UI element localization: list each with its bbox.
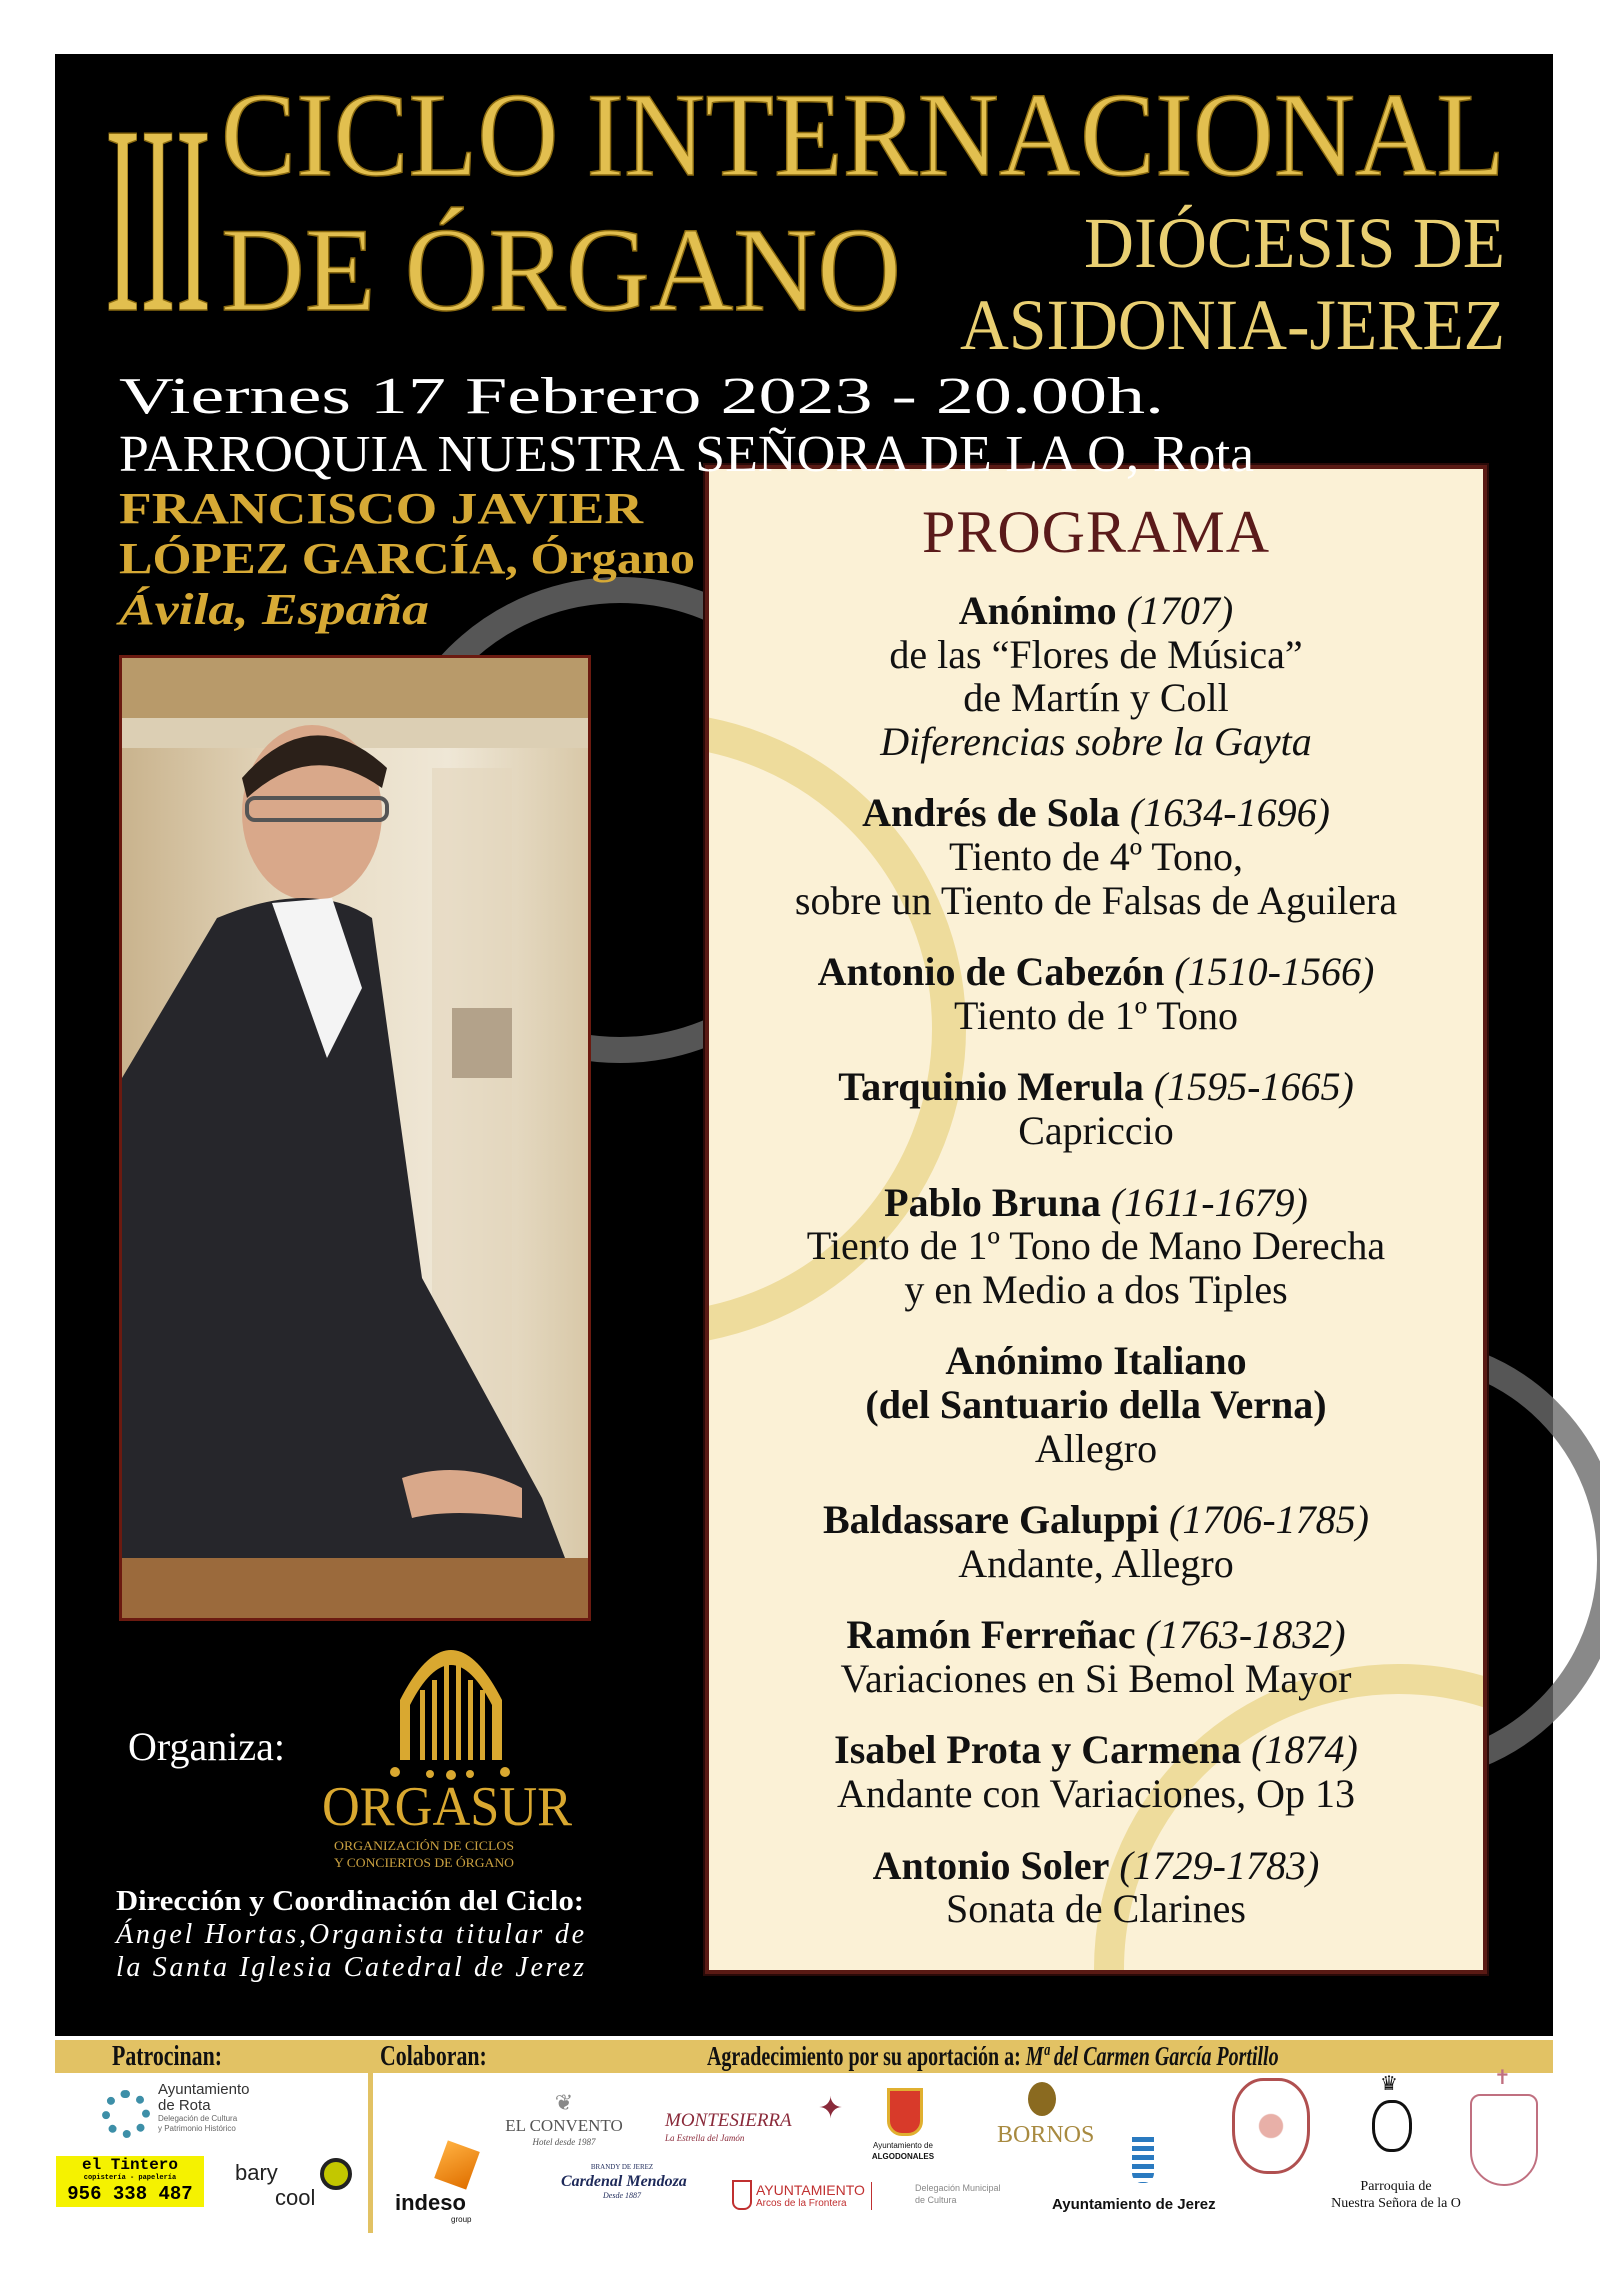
work-title: y en Medio a dos Tiples	[904, 1266, 1288, 1312]
algodonales-logo	[862, 2140, 944, 2162]
logo-text: cool	[275, 2185, 316, 2210]
jerez-logo: Ayuntamiento de Jerez	[1052, 2196, 1216, 2213]
footer-divider	[368, 2073, 373, 2233]
orgasur-organ-icon	[390, 1650, 510, 1780]
work-title: Andante con Variaciones, Op 13	[836, 1771, 1355, 1817]
diocese-line-2: ASIDONIA-JEREZ	[960, 285, 1505, 365]
rota-logo	[158, 2082, 249, 2134]
logo-text: de Cultura	[915, 2195, 957, 2205]
event-date-time: Viernes 17 Febrero 2023 - 20.00h.	[119, 368, 1164, 425]
logo-text: La Estrella del Jamón	[665, 2133, 745, 2143]
work-title: Allegro	[1034, 1425, 1158, 1471]
parroquia-crest-icon	[1372, 2100, 1412, 2152]
work-title: Variaciones en Si Bemol Mayor	[840, 1655, 1352, 1701]
logo-text: de Rota	[158, 2097, 211, 2114]
logo-text: BRANDY DE JEREZ	[590, 2163, 654, 2171]
algodonales-shield-icon	[887, 2088, 923, 2136]
composer-dates: (1510-1566)	[1174, 949, 1375, 995]
montesierra-logo	[665, 2110, 792, 2144]
rota-logo-icon	[102, 2090, 150, 2138]
bishop-seal-icon	[1470, 2094, 1538, 2186]
orgasur-logo-sub: ORGANIZACIÓN DE CICLOS	[334, 1838, 514, 1853]
work-title: de Martín y Coll	[963, 675, 1229, 721]
event-venue: PARROQUIA NUESTRA SEÑORA DE LA O, Rota	[119, 426, 1254, 483]
logo-text: MONTESIERRA	[665, 2110, 792, 2131]
parroquia-logo	[1316, 2178, 1476, 2212]
composer-dates: (1611-1679)	[1110, 1179, 1308, 1225]
tintero-logo	[56, 2156, 204, 2207]
diocese-seal-icon	[1232, 2078, 1310, 2174]
edition-number: III	[105, 70, 211, 369]
orgasur-logo-sub: Y CONCIERTOS DE ÓRGANO	[334, 1855, 514, 1870]
thanks-label: Agradecimiento por su aportación a:	[707, 2041, 1021, 2071]
composer-dates: (1595-1665)	[1153, 1064, 1354, 1110]
logo-text: indeso	[395, 2190, 466, 2215]
arcos-shield-icon	[732, 2180, 752, 2210]
sponsors-label: Patrocinan:	[112, 2041, 223, 2072]
logo-text: Delegación Municipal	[915, 2183, 1001, 2193]
cross-icon: ✝	[1494, 2067, 1511, 2089]
logo-text: Nuestra Señora de la O	[1331, 2196, 1461, 2211]
work-title: sobre un Tiento de Falsas de Aguilera	[794, 877, 1398, 923]
logo-text: AYUNTAMIENTO	[756, 2182, 865, 2198]
bornos-logo: BORNOS	[997, 2122, 1095, 2148]
director-line: Ángel Hortas,Organista titular de	[116, 1919, 584, 1950]
logo-text: Cardenal Mendoza	[561, 2173, 687, 2190]
logo-text: Ayuntamiento de	[873, 2141, 933, 2150]
arcos-logo	[756, 2182, 872, 2210]
collaborators-label: Colaboran:	[380, 2041, 487, 2072]
indeso-logo	[395, 2190, 471, 2225]
work-title: Sonata de Clarines	[946, 1886, 1246, 1932]
logo-text: 956 338 487	[67, 2183, 193, 2205]
ornament-icon: ❦	[554, 2090, 574, 2115]
logo-text: EL CONVENTO	[505, 2116, 623, 2135]
composer: Antonio de Cabezón	[817, 949, 1165, 995]
composer-dates: (1729-1783)	[1119, 1842, 1320, 1888]
logo-text: el Tintero	[81, 2156, 178, 2174]
composer: Anónimo	[958, 588, 1117, 633]
el-convento-logo	[505, 2090, 623, 2148]
composer: Pablo Bruna	[884, 1179, 1101, 1225]
thanks-line	[707, 2040, 1279, 2073]
composer: Antonio Soler	[872, 1842, 1110, 1888]
performer-name-1: FRANCISCO JAVIER	[119, 484, 645, 533]
cardenal-mendoza-logo	[561, 2163, 687, 2201]
work-title: Tiento de 4º Tono,	[948, 833, 1244, 879]
thanks-name: Mª del Carmen García Portillo	[1025, 2041, 1279, 2071]
logo-text: group	[451, 2215, 472, 2224]
composer: (del Santuario della Verna)	[865, 1381, 1327, 1427]
orgasur-logo-name: ORGASUR	[322, 1776, 573, 1838]
direction-label: Dirección y Coordinación del Ciclo:	[116, 1886, 584, 1917]
logo-text: Parroquia de	[1360, 2179, 1432, 2194]
logo-text: ALGODONALES	[871, 2152, 935, 2161]
performer-name-2: LÓPEZ GARCÍA, Órgano	[119, 534, 695, 583]
organizer-label: Organiza:	[128, 1724, 285, 1769]
work-title: Tiento de 1º Tono	[953, 992, 1239, 1038]
logo-text: Ayuntamiento	[158, 2081, 250, 2098]
crown-icon: ♛	[1380, 2073, 1398, 2095]
work-subtitle: Diferencias sobre la Gayta	[880, 718, 1312, 764]
director-line: la Santa Iglesia Catedral de Jerez	[116, 1952, 584, 1983]
composer-dates: (1763-1832)	[1145, 1612, 1346, 1658]
composer-dates: (1706-1785)	[1169, 1497, 1369, 1543]
logo-text: bary	[235, 2160, 278, 2185]
composer-dates: (1634-1696)	[1129, 790, 1330, 836]
title-line-2: DE ÓRGANO	[221, 203, 901, 336]
logo-text: Delegación de Cultura	[158, 2114, 238, 2123]
work-title: Andante, Allegro	[958, 1540, 1234, 1586]
bornos-emblem-icon	[1028, 2082, 1056, 2116]
composer: Isabel Prota y Carmena	[834, 1727, 1242, 1773]
barycool-olive-icon	[320, 2158, 352, 2190]
composer: Anónimo Italiano	[945, 1338, 1247, 1384]
program-title: PROGRAMA	[921, 499, 1271, 565]
composer: Tarquinio Merula	[838, 1064, 1144, 1110]
composer: Andrés de Sola	[862, 790, 1120, 836]
star-icon: ✦	[818, 2092, 844, 2125]
performer-origin: Ávila, España	[115, 585, 429, 634]
jerez-shield-icon	[1132, 2137, 1154, 2183]
logo-text: Arcos de la Frontera	[756, 2198, 847, 2209]
composer: Ramón Ferreñac	[846, 1612, 1136, 1658]
title-line-1: CICLO INTERNACIONAL	[221, 68, 1505, 201]
logo-text: y Patrimonio Histórico	[158, 2124, 236, 2133]
work-title: de las “Flores de Música”	[889, 631, 1303, 677]
arcos-culture-logo	[915, 2182, 1001, 2206]
composer-dates: (1874)	[1251, 1727, 1358, 1773]
composer-dates: (1707)	[1126, 588, 1234, 633]
diocese-line-1: DIÓCESIS DE	[1084, 203, 1505, 283]
work-title: Tiento de 1º Tono de Mano Derecha	[806, 1223, 1386, 1269]
work-title: Capriccio	[1018, 1107, 1174, 1153]
logo-text: Desde 1887	[603, 2191, 641, 2200]
barycool-logo	[235, 2160, 315, 2210]
logo-text: copistería - papelería	[83, 2174, 177, 2182]
composer: Baldassare Galuppi	[822, 1497, 1160, 1543]
logo-text: Hotel desde 1987	[532, 2137, 596, 2147]
